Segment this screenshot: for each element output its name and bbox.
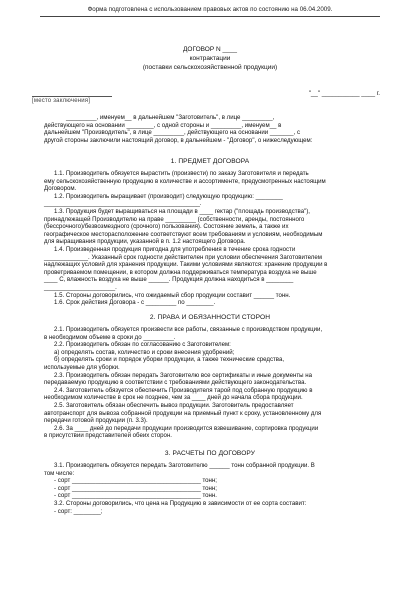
- clause-line: необходимом количестве в срок не позднее, чем за ____ дней до начала сбора продукции.: [44, 394, 303, 402]
- section-1-body: [44, 170, 376, 307]
- clause-line: б) определять сроки и порядок уборки продукции, а также технические средства,: [54, 356, 285, 364]
- clause-line: - сорт ______________________________________ тонн;: [54, 484, 217, 492]
- clause-line: надлежащих условий для хранения продукции. Такими условиями являются: хранение продукции в: [44, 261, 328, 269]
- clause-line: передаваемую продукцию в соответствии с требованиями действующего законодательства.: [44, 379, 307, 387]
- preamble-line: действующего на основании ________, с одной стороны и _________, именуем__ в: [44, 121, 282, 129]
- clause-line: 2.1. Производитель обязуется произвести все работы, связанные с производством продукции,: [54, 326, 323, 333]
- clause-line: 1.3. Продукция будет выращиваться на площади в ____ гектар ("площадь производства"),: [54, 207, 310, 215]
- clause-line: 3.2. Стороны договорились, что цена на Продукцию в зависимости от ее сорта составит:: [54, 499, 307, 507]
- clause-line: 2.5. Заготовитель обязан обеспечить вывоз продукции. Заготовитель предоставляет: [54, 401, 294, 409]
- clause-line: в присутствии представителей обеих сторон.: [44, 432, 173, 440]
- form-note: Форма подготовлена с использованием правовых актов по состоянию на 06.04.2009.: [87, 6, 333, 13]
- section-1-heading: 1. ПРЕДМЕТ ДОГОВОРА: [170, 158, 250, 165]
- clause-line: - сорт ______________________________________ тонн;: [54, 477, 217, 485]
- place-of-signing: [место заключения]: [32, 98, 91, 104]
- clause-line: ______________________________________________.: [44, 200, 202, 208]
- preamble-line: другой стороны заключили настоящий договор, в дальнейшем - "Договор", о нижеследующем:: [44, 136, 313, 144]
- clause-line: 1.6. Срок действия Договора - с _________ по ________.: [54, 299, 216, 307]
- clause-line: 1.4. Произведенная продукция пригодна для употребления в течение срока годности: [54, 245, 296, 253]
- preamble: [44, 114, 376, 144]
- clause-line: (бессрочного)/безвозмездного (срочного) пользования). Состояние земель, а также их: [44, 223, 289, 231]
- section-2-heading: 2. ПРАВА И ОБЯЗАННОСТИ СТОРОН: [149, 314, 271, 321]
- clause-line: 2.2. Производитель обязан по согласованию с Заготовителем:: [54, 341, 231, 349]
- clause-line: принадлежащей Производителю на праве _________ (собственности, аренды, постоянного: [44, 215, 305, 223]
- clause-line: 1.5. Стороны договорились, что ожидаемый сбор продукции составит ______ тонн.: [54, 291, 291, 299]
- clause-line: проветриваемом помещении, в котором должна поддерживаться температура воздуха не выше: [44, 268, 317, 276]
- clause-line: _____________. Указанный срок годности действителен при условии обеспечения Заготовителем: [44, 253, 322, 261]
- clause-line: используемые для уборки.: [44, 363, 120, 371]
- clause-line: - сорт ______________________________________ тонн.: [54, 492, 217, 500]
- clause-line: _____________________.: [44, 283, 117, 291]
- clause-line: а) определять состав, количество и сроки внесения удобрений;: [54, 348, 235, 356]
- clause-line: автотранспорт для вывоза собранной продукции на приемный пункт к сроку, установленному для: [44, 409, 322, 417]
- clause-line: 3.1. Производитель обязуется передать Заготовителю ______ тонн собранной продукции. В: [54, 462, 315, 469]
- clause-line: Договором.: [44, 185, 77, 193]
- clause-line: - сорт: ________;: [54, 507, 103, 515]
- contract-subtitle: контрактации: [189, 55, 231, 62]
- contract-date: "__" ___________ ____ г.: [308, 90, 380, 97]
- clause-line: 2.6. За ____ дней до передачи продукции производится взвешивание, сортировка продукции: [54, 424, 319, 432]
- header-divider: [40, 16, 380, 17]
- clause-line: 2.3. Производитель обязан передать Заготовителю все сертификаты и иные документы на: [54, 371, 312, 379]
- clause-line: географическое месторасположение соответствуют всем требованиям и условиям, необходимым: [44, 230, 323, 238]
- clause-line: том числе:: [44, 469, 75, 477]
- clause-line: 2.4. Заготовитель обязуется обеспечить Производителя тарой под собранную продукцию в: [54, 386, 313, 394]
- clause-line: для выращивания продукции, указанной в п. 1.2 настоящего Договора.: [44, 238, 246, 246]
- clause-line: ____ С, влажность воздуха не выше ______. Продукция должна находиться в ________: [44, 276, 294, 284]
- clause-line: 1.1. Производитель обязуется вырастить (произвести) по заказу Заготовителя и передать: [54, 170, 309, 177]
- clause-line: 1.2. Производитель выращивает (производит) следующую продукцию: ________: [54, 192, 283, 200]
- section-3-body: [44, 462, 376, 515]
- preamble-line: дальнейшем "Производитель", в лице _________, действующего на основании _______, с: [44, 129, 300, 137]
- clause-line: ему сельскохозяйственную продукцию в количестве и ассортименте, предусмотренных настоящим: [44, 177, 326, 185]
- contract-subject-note: (поставки сельскохозяйственной продукции): [142, 64, 278, 71]
- contract-title: ДОГОВОР N ____: [183, 46, 237, 53]
- section-2-body: [44, 326, 376, 440]
- clause-line: передачи готовой продукции (п. 3.3).: [44, 417, 148, 425]
- clause-line: в необходимом объеме в сроки до _________.: [44, 333, 176, 341]
- section-3-heading: 3. РАСЧЕТЫ ПО ДОГОВОРУ: [164, 450, 256, 457]
- place-underline: [32, 96, 112, 97]
- preamble-line: _________, именуем__ в дальнейшем "Заготовитель", в лице _________,: [66, 114, 275, 121]
